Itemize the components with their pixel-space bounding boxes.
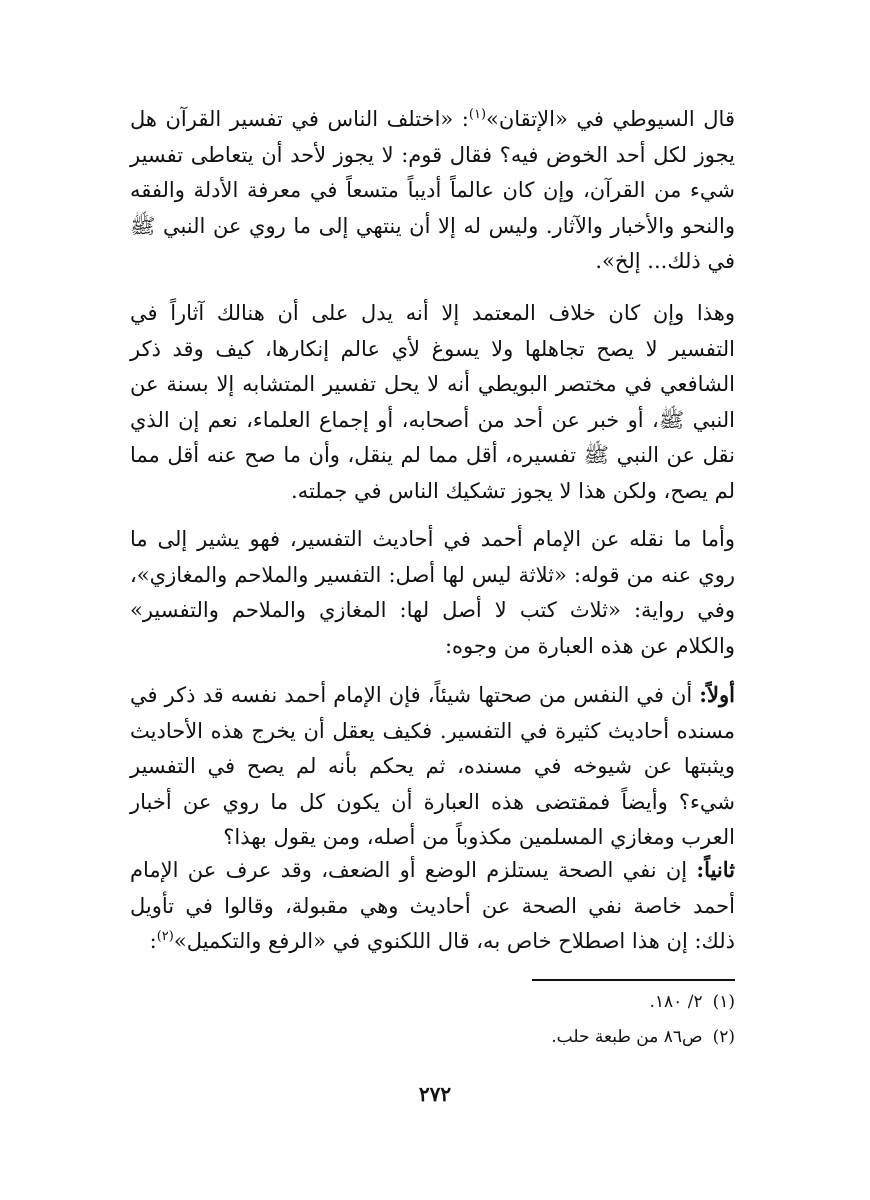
footnote-divider bbox=[532, 979, 735, 981]
paragraph-text: قال السيوطي في «الإتقان» bbox=[486, 107, 735, 131]
point-label-second: ثانياً: bbox=[696, 857, 735, 882]
paragraph-second-point bbox=[130, 852, 735, 960]
footnote-text: ص٨٦ من طبعة حلب. bbox=[551, 1027, 703, 1047]
point-label-first: أولاً: bbox=[699, 682, 735, 707]
paragraph-imam-ahmad bbox=[130, 522, 735, 664]
footnote-2 bbox=[135, 1025, 735, 1049]
footnote-text: ٢/ ١٨٠. bbox=[649, 992, 703, 1012]
footnote-ref-2[interactable]: (٢) bbox=[156, 929, 174, 945]
paragraph-text: : «اختلف الناس في تفسير القرآن هل يجوز لكل أحد الخوض فيه؟ فقال قوم: لا يجوز لأحد أن يتعاطى تفسير شيء من القرآن، وإن كان عالماً أديباً متسعاً في معرفة الأدلة والفقه والنحو والأخبار والآثار. وليس له إلا أن ينتهي إلى ما روي عن النبي ﷺ في ذلك... إلخ». bbox=[130, 107, 735, 274]
paragraph-text: : bbox=[149, 929, 157, 954]
paragraph-tafsir-athar bbox=[130, 296, 735, 510]
footnote-ref-1[interactable]: (١) bbox=[468, 107, 487, 122]
paragraph-suyuti-quote bbox=[130, 102, 735, 280]
footnote-1 bbox=[135, 990, 735, 1014]
paragraph-text: وأما ما نقله عن الإمام أحمد في أحاديث التفسير، فهو يشير إلى ما روي عنه من قوله: «ثلاثة ليس لها أصل: التفسير والملاحم والمغازي»، وفي رواية: «ثلاث كتب لا أصل لها: المغازي والملاحم والتفسير» والكلام عن هذه العبارة من وجوه: bbox=[130, 527, 735, 658]
paragraph-text: إن نفي الصحة يستلزم الوضع أو الضعف، وقد عرف عن الإمام أحمد خاصة نفي الصحة عن أحاديث وهي مقبولة، وقالوا في تأويل ذلك: إن هذا اصطلاح خاص به، قال اللكنوي في «الرفع والتكميل» bbox=[130, 858, 735, 954]
footnote-number: (٢) bbox=[712, 1027, 735, 1047]
paragraph-text: وهذا وإن كان خلاف المعتمد إلا أنه يدل على أن هنالك آثاراً في التفسير لا يصح تجاهلها ولا يسوغ لأي عالم إنكارها، كيف وقد ذكر الشافعي في مختصر البويطي أنه لا يحل تفسير المتشابه إلا بسنة عن النبي ﷺ، أو خبر عن أحد من أصحابه، أو إجماع العلماء، نعم إن الذي نقل عن النبي ﷺ تفسيره، أقل مما لم ينقل، وأن ما صح عنه أقل مما لم يصح، ولكن هذا لا يجوز تشكيك الناس في جملته. bbox=[130, 301, 735, 503]
paragraph-first-point bbox=[130, 677, 735, 856]
footnote-number: (١) bbox=[712, 992, 735, 1012]
paragraph-text: أن في النفس من صحتها شيئاً، فإن الإمام أحمد نفسه قد ذكر في مسنده أحاديث كثيرة في التفسير. فكيف يعقل أن يخرج هذه الأحاديث ويثبتها عن شيوخه في مسنده، ثم يحكم بأنه لم يصح في التفسير شيء؟ وأيضاً فمقتضى هذه العبارة أن يكون كل ما روي عن أخبار العرب ومغازي المسلمين مكذوباً من أصله، ومن يقول بهذا؟ bbox=[130, 683, 735, 850]
page-number: ٢٧٢ bbox=[418, 1082, 452, 1106]
